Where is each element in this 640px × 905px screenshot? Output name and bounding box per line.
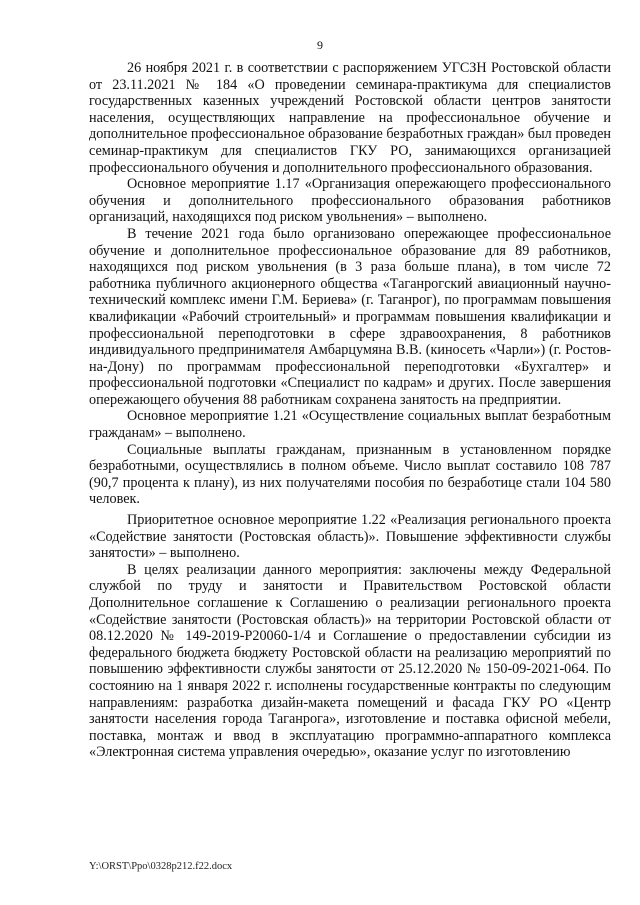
footer-file-path: Y:\ORST\Ppo\0328p212.f22.docx [89,861,233,872]
page-number: 9 [317,38,323,52]
paragraph-advance-training: В течение 2021 года было организовано опережающее профессиональное обучение и дополнительное профессиональное образование для 89 работников, находящихся под риском увольнения (в 3 раза больше плана), в том числе 72 работника публичного акционерного общества «Таганрогский авиационный научно-технический комплекс имени Г.М. Бериева» (г. Таганрог), по программам повышения квалификации «Рабочий строительный» и программам повышения квалификации и профессиональной переподготовки в сфере здравоохранения, 8 работников индивидуального предпринимателя Амбарцумяна В.В. (киносеть «Чарли») (г. Ростов-на-Дону) по программам профессиональной переподготовки «Бухгалтер» и профессиональной подготовки «Специалист по кадрам» и других. После завершения опережающего обучения 88 работникам сохранена занятость на предприятии. [89,225,611,408]
paragraph-agreements: В целях реализации данного мероприятия: заключены между Федеральной службой по труду и занятости и Правительством Ростовской области Дополнительное соглашение к Соглашению о реализации регионального проекта «Содействие занятости (Ростовская область)» на территории Ростовской области от 08.12.2020 № 149-2019-P20060-1/4 и Соглашение о предоставлении субсидии из федерального бюджета бюджету Ростовской области на реализацию мероприятий по повышению эффективности службы занятости от 25.12.2020 № 150-09-2021-064. По состоянию на 1 января 2022 г. исполнены государственные контракты по следующим направлениям: разработка дизайн-макета помещений и фасада ГКУ РО «Центр занятости населения города Таганрога», изготовление и поставка офисной мебели, поставка, монтаж и ввод в эксплуатацию программно-аппаратного комплекса «Электронная система управления очередью», оказание услуг по изготовлению [89,561,611,761]
paragraph-measure-1-17: Основное мероприятие 1.17 «Организация опережающего профессионального обучения и дополнительного профессионального образования работников организаций, находящихся под риском увольнения» – выполнено. [89,176,611,226]
paragraph-measure-1-21: Основное мероприятие 1.21 «Осуществление социальных выплат безработным гражданам» – выполнено. [89,408,611,442]
paragraph-measure-1-22: Приоритетное основное мероприятие 1.22 «Реализация регионального проекта «Содействие занятости (Ростовская область)». Повышение эффективности службы занятости» – выполнено. [89,512,611,562]
paragraph-social-payments: Социальные выплаты гражданам, признанным в установленном порядке безработными, осуществлялись в полном объеме. Число выплат составило 108 787 (90,7 процента к плану), из них получателями пособия по безработице стали 104 580 человек. [89,441,611,508]
document-body [89,60,611,761]
paragraph-seminar: 26 ноября 2021 г. в соответствии с распоряжением УГСЗН Ростовской области от 23.11.2021 № 184 «О проведении семинара-практикума для специалистов государственных казенных учреждений Ростовской области центров занятости населения, осуществляющих направление на профессиональное обучение и дополнительное профессиональное образование безработных граждан» был проведен семинар-практикум для специалистов ГКУ РО, занимающихся организацией профессионального обучения и дополнительного профессионального образования. [89,60,611,176]
